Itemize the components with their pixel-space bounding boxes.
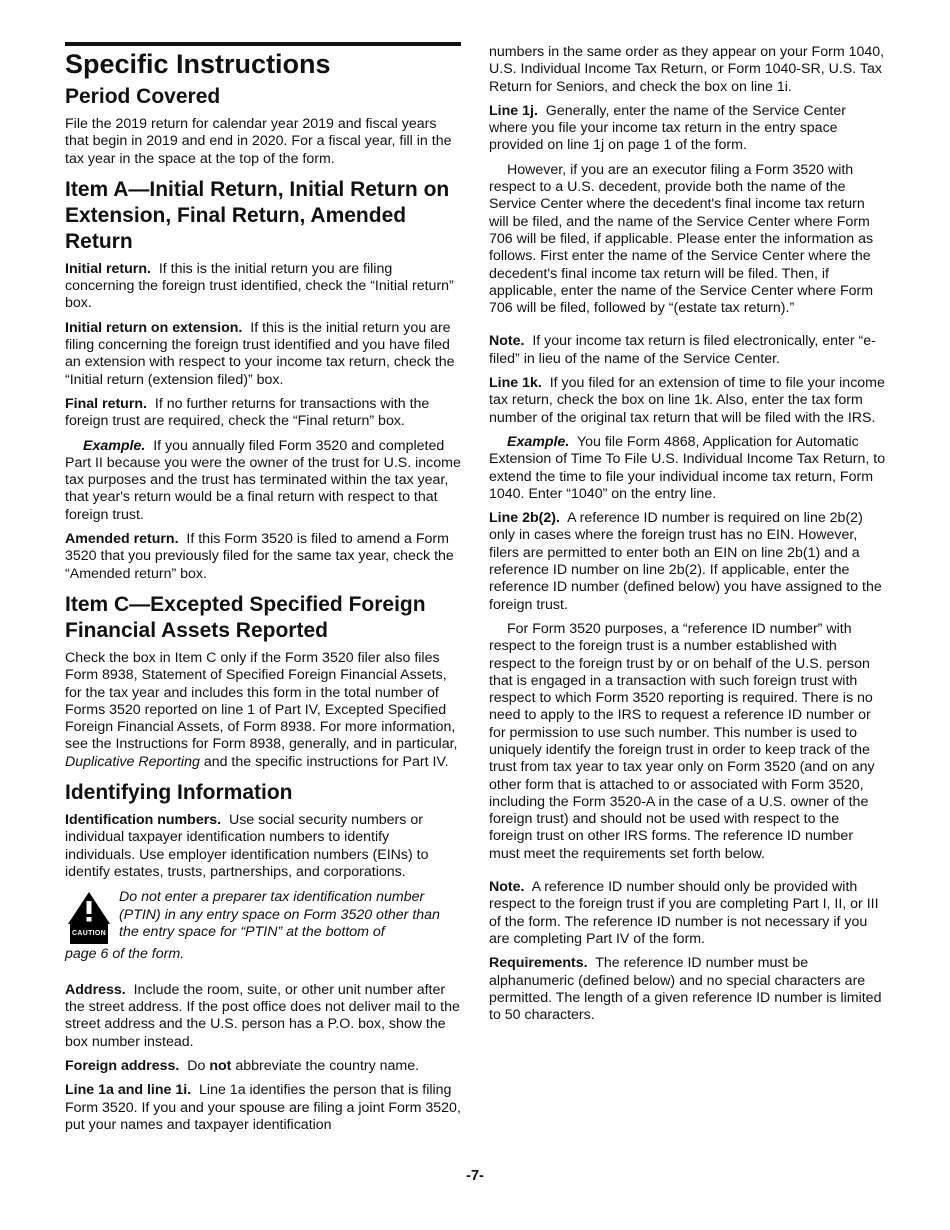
title-rule (65, 42, 461, 46)
period-covered-heading: Period Covered (65, 85, 221, 108)
warning-triangle-icon (67, 891, 111, 925)
requirements-paragraph (489, 955, 886, 1024)
example-4868-lead: Example. (507, 433, 570, 450)
caution-icon (65, 891, 113, 943)
line-1k-lead: Line 1k. (489, 375, 542, 392)
line-1k-paragraph (489, 375, 886, 427)
address-text: Include the room, suite, or other unit number after the street address. If the post office does not deliver mail to the street address and the U.S. person has a P.O. box, show the box number instead. (65, 981, 460, 1050)
identification-numbers-lead: Identification numbers. (65, 812, 222, 829)
address-lead: Address. (65, 981, 126, 998)
example-paragraph (65, 438, 461, 524)
final-return-text: If no further returns for transactions with the foreign trust are required, check the “Final return” box. (65, 395, 430, 430)
note-efiled-text: If your income tax return is filed electronically, enter “e-filed” in lieu of the name of the Service Center. (489, 333, 876, 367)
note-efiled-paragraph (489, 333, 886, 368)
note-reference-id-paragraph (489, 879, 886, 948)
note-efiled-lead: Note. (489, 333, 525, 350)
line-1j-text: Generally, enter the name of the Service Center where you file your income tax return in the entry space provided on line 1j on page 1 of the form. (489, 102, 846, 154)
note-reference-id-lead: Note. (489, 879, 525, 896)
line-2b2-lead: Line 2b(2). (489, 510, 560, 527)
reference-id-paragraph: For Form 3520 purposes, a “reference ID number” with respect to the foreign trust is a number established with respect to the foreign trust by or on behalf of the U.S. person that is engaged in a transaction with such foreign trust with respect to which Form 3520 reporting is required. There is no need to apply to the IRS to request a reference ID number or for permission to use such number. This number is used to uniquely identify the foreign trust in order to keep track of the trust from tax year to tax year only on Form 3520 (and on any other form that is attached to or associated with Form 3520, including the Form 3520-A in the case of a U.S. owner of the foreign trust) and should not be used with respect to the foreign trust on other IRS forms. The reference ID number must meet the requirements set forth below. (489, 620, 875, 862)
item-c-text-after: and the specific instructions for Part IV. (203, 753, 449, 770)
caution-box (65, 889, 461, 943)
right-column (489, 44, 886, 1031)
caution-text: Do not enter a preparer tax identification number (PTIN) in any entry space on Form 3520 other than the entry space for “PTIN” at the bottom of (119, 889, 440, 940)
example-4868-text: You file Form 4868, Application for Automatic Extension of Time To File U.S. Individual Income Tax Return, to extend the time to file your individual income tax return, Form 1040. Enter “1040” on the entry line. (489, 433, 886, 502)
identification-numbers-text: Use social security numbers or individual taxpayer identification numbers to identify individuals. Use employer identification numbers (EINs) to identify estates, trusts, partnerships, and corporations. (65, 812, 429, 880)
identifying-information-heading: Identifying Information (65, 781, 293, 805)
foreign-address-after: abbreviate the country name. (235, 1057, 420, 1074)
example-text: If you annually filed Form 3520 and completed Part II because you were the owner of the trust for U.S. income tax purposes and the trust has terminated within the tax year, that year's return would be a final return with respect to that foreign trust. (65, 437, 461, 523)
caution-text-tail: page 6 of the form. (65, 945, 185, 962)
requirements-text: The reference ID number must be alphanumeric (defined below) and no special characters are permitted. The length of a given reference ID number is limited to 50 characters. (489, 955, 882, 1024)
initial-extension-paragraph (65, 320, 461, 389)
line-1a-paragraph (65, 1082, 461, 1134)
foreign-address-paragraph (65, 1058, 461, 1075)
left-column (65, 42, 461, 1141)
item-c-text-italic: Duplicative Reporting (65, 753, 200, 770)
initial-return-text: If this is the initial return you are filing concerning the foreign trust identified, check the “Initial return” box. (65, 260, 454, 312)
initial-return-paragraph (65, 261, 461, 313)
line-1j-paragraph (489, 103, 886, 155)
example-4868-paragraph (489, 434, 886, 503)
page-title: Specific Instructions (65, 49, 331, 79)
final-return-lead: Final return. (65, 395, 147, 412)
line-1j-lead: Line 1j. (489, 102, 538, 119)
item-c-text-before: Check the box in Item C only if the Form 3520 filer also files Form 8938, Statement of Specified Foreign Financial Assets, for the tax year and includes this form in the total number of Forms 3520 reported on line 1 of Part IV, Excepted Specified Foreign Financial Assets, of Form 8938. For more information, see the Instructions for Form 8938, generally, and in particular, (65, 649, 458, 753)
line-2b2-paragraph (489, 510, 886, 614)
initial-extension-text: If this is the initial return you are filing concerning the foreign trust identified and you have filed an extension with respect to your income tax return, check the “Initial return (extension filed)” box. (65, 319, 455, 388)
foreign-address-bold: not (209, 1057, 232, 1074)
page-number: -7- (466, 1168, 484, 1184)
line-2b2-text: A reference ID number is required on line 2b(2) only in cases where the foreign trust has no EIN. However, filers are permitted to enter both an EIN on line 2b(1) and a reference ID number on line 2b(2). If applicable, enter the reference ID number (defined below) you have assigned to the foreign trust. (489, 510, 882, 613)
address-paragraph (65, 982, 461, 1051)
note-reference-id-text: A reference ID number should only be provided with respect to the foreign trust if you are completing Part I, II, or III of the form. The reference ID number is not necessary if you are completing Part IV of the form. (489, 879, 879, 947)
initial-return-lead: Initial return. (65, 260, 151, 277)
requirements-lead: Requirements. (489, 955, 588, 972)
item-c-heading: Item C—Excepted Specified Foreign Financial Assets Reported (65, 592, 426, 642)
line-1a-text: Line 1a identifies the person that is filing Form 3520. If you and your spouse are filing a joint Form 3520, put your names and taxpayer identification (65, 1082, 461, 1133)
identification-numbers-paragraph (65, 812, 461, 881)
caution-label: CAUTION (70, 924, 108, 943)
amended-return-text: If this Form 3520 is filed to amend a Form 3520 that you previously filed for the same tax year, check the “Amended return” box. (65, 531, 454, 582)
amended-return-paragraph (65, 531, 461, 583)
foreign-address-before: Do (187, 1057, 206, 1074)
period-covered-text: File the 2019 return for calendar year 2019 and fiscal years that begin in 2019 and end in 2020. For a fiscal year, fill in the tax year in the space at the top of the form. (65, 116, 452, 167)
initial-extension-lead: Initial return on extension. (65, 319, 243, 336)
line-1a-lead: Line 1a and line 1i. (65, 1082, 192, 1099)
foreign-address-lead: Foreign address. (65, 1057, 180, 1074)
final-return-paragraph (65, 396, 461, 431)
continued-paragraph: numbers in the same order as they appear on your Form 1040, U.S. Individual Income Tax Return, or Form 1040-SR, U.S. Tax Return for Seniors, and check the box on line 1i. (489, 44, 885, 95)
item-a-heading: Item A—Initial Return, Initial Return on Extension, Final Return, Amended Return (65, 177, 450, 253)
executor-paragraph: However, if you are an executor filing a Form 3520 with respect to a U.S. decedent, provide both the name of the Service Center where the decedent's final income tax return will be filed, and the name of the Service Center where Form 706 will be filed, if applicable. Please enter the information as follows. First enter the name of the Service Center where the decedent's final income tax return will be filed. Then, if applicable, enter the name of the Service Center where Form 706 will be filed, followed by “(estate tax return).” (489, 161, 874, 317)
amended-return-lead: Amended return. (65, 531, 179, 548)
item-c-paragraph (65, 650, 461, 771)
line-1k-text: If you filed for an extension of time to file your income tax return, check the box on line 1k. Also, enter the tax form number of the original tax return that will be filed with the IRS. (489, 375, 885, 426)
example-lead: Example. (83, 437, 146, 454)
